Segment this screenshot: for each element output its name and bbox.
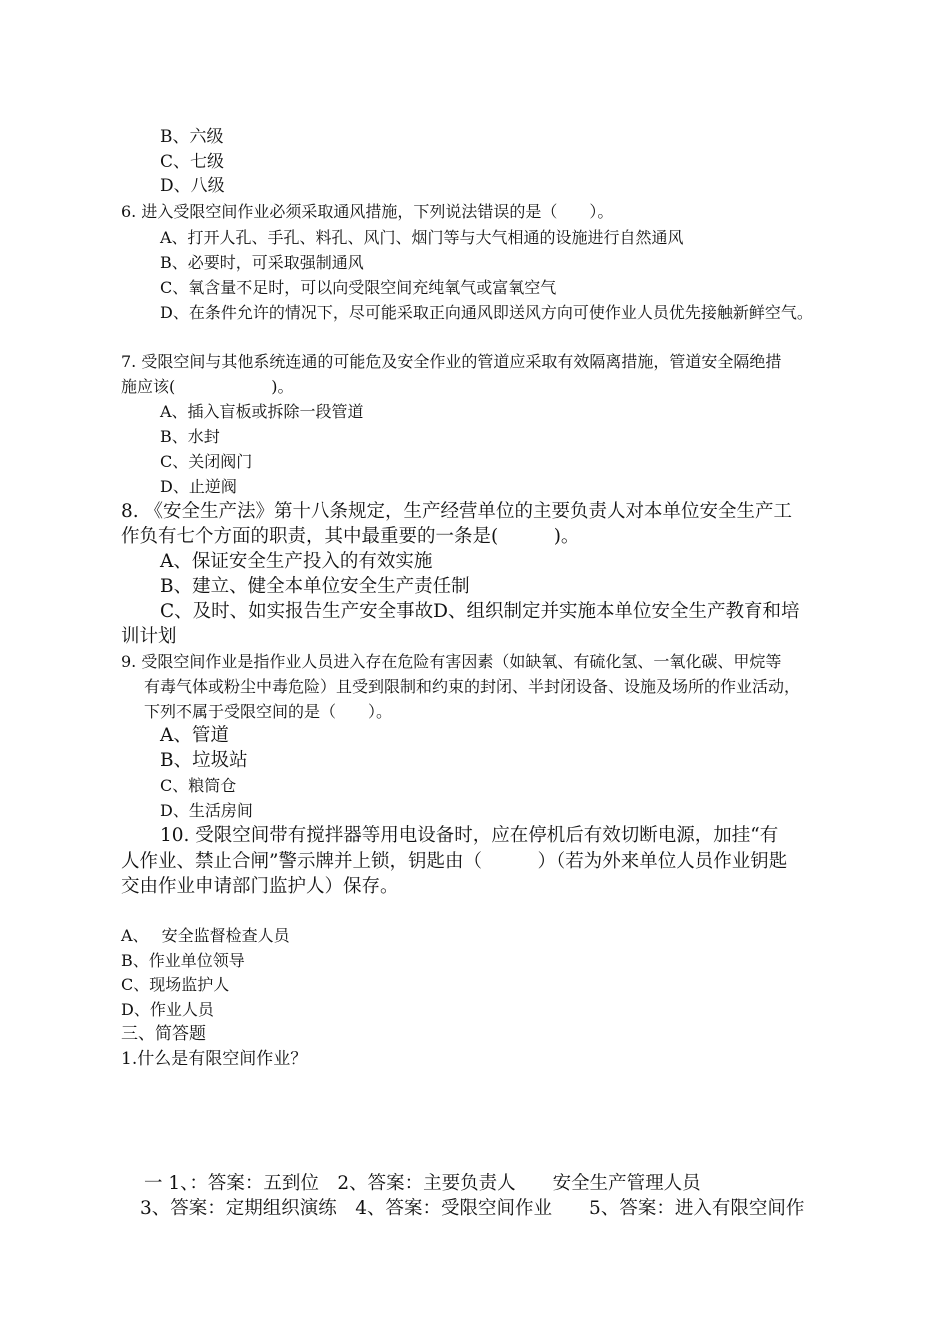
q9-option-c: C、粮筒仓 [160, 776, 237, 795]
q9-option-a: A、管道 [160, 725, 229, 746]
q7-option-d: D、止逆阀 [160, 477, 237, 496]
q6-option-c: C、氧含量不足时，可以向受限空间充纯氧气或富氧空气 [160, 278, 557, 297]
section-3-question-1: 1.什么是有限空间作业？ [121, 1049, 308, 1069]
section-3-heading: 三、简答题 [121, 1024, 206, 1044]
q10-option-d: D、作业人员 [121, 1000, 214, 1019]
q10-stem-line-2: 人作业、禁止合闸”警示牌并上锁，钥匙由（ ）（若为外来单位人员作业钥匙 [121, 851, 788, 872]
q8-option-b: B、建立、健全本单位安全生产责任制 [160, 576, 470, 597]
answers-line-1: 一 1、：答案：五到位 2、答案：主要负责人 安全生产管理人员 [144, 1173, 701, 1194]
q9-stem-line-1: 9. 受限空间作业是指作业人员进入存在危险有害因素（如缺氧、有硫化氢、一氧化碳、甲烷等 [121, 652, 782, 671]
q5-option-d: D、八级 [160, 176, 225, 196]
q7-stem-line-1: 7. 受限空间与其他系统连通的可能危及安全作业的管道应采取有效隔离措施，管道安全隔绝措 [121, 352, 782, 371]
q8-option-c-d: C、及时、如实报告生产安全事故D、组织制定并实施本单位安全生产教育和培 [160, 601, 800, 622]
q9-option-d: D、生活房间 [160, 801, 253, 820]
q7-option-c: C、关闭阀门 [160, 452, 253, 471]
q6-stem: 6. 进入受限空间作业必须采取通风措施，下列说法错误的是（ ）。 [121, 202, 614, 221]
q8-option-a: A、保证安全生产投入的有效实施 [160, 551, 433, 572]
q8-stem-line-1: 8. 《安全生产法》第十八条规定，生产经营单位的主要负责人对本单位安全生产工 [121, 501, 793, 522]
q8-option-d-cont: 训计划 [121, 626, 177, 647]
q9-stem-line-2: 有毒气体或粉尘中毒危险）且受到限制和约束的封闭、半封闭设备、设施及场所的作业活动， [144, 677, 801, 696]
q9-stem-line-3: 下列不属于受限空间的是（ ）。 [144, 702, 393, 721]
q9-option-b: B、垃圾站 [160, 750, 248, 771]
q5-option-b: B、六级 [160, 127, 224, 147]
q6-option-d: D、在条件允许的情况下，尽可能采取正向通风即送风方向可使作业人员优先接触新鲜空气。 [160, 303, 813, 322]
q7-option-b: B、水封 [160, 427, 220, 446]
q10-option-c: C、现场监护人 [121, 975, 230, 994]
answers-line-2: 3、答案：定期组织演练 4、答案：受限空间作业 5、答案：进入有限空间作 [140, 1198, 805, 1219]
q7-stem-line-2: 施应该( )。 [121, 377, 294, 396]
q10-option-b: B、作业单位领导 [121, 951, 245, 970]
q6-option-b: B、必要时，可采取强制通风 [160, 253, 364, 272]
q10-stem-line-3: 交由作业申请部门监护人）保存。 [121, 876, 399, 897]
q7-option-a: A、插入盲板或拆除一段管道 [160, 402, 364, 421]
q10-stem-line-1: 10. 受限空间带有搅拌器等用电设备时，应在停机后有效切断电源，加挂“有 [160, 825, 779, 846]
q6-option-a: A、打开人孔、手孔、料孔、风门、烟门等与大气相通的设施进行自然通风 [160, 228, 684, 247]
q8-stem-line-2: 作负有七个方面的职责，其中最重要的一条是( )。 [121, 526, 580, 547]
q10-option-a: A、 安全监督检查人员 [121, 926, 290, 945]
q5-option-c: C、七级 [160, 152, 225, 172]
